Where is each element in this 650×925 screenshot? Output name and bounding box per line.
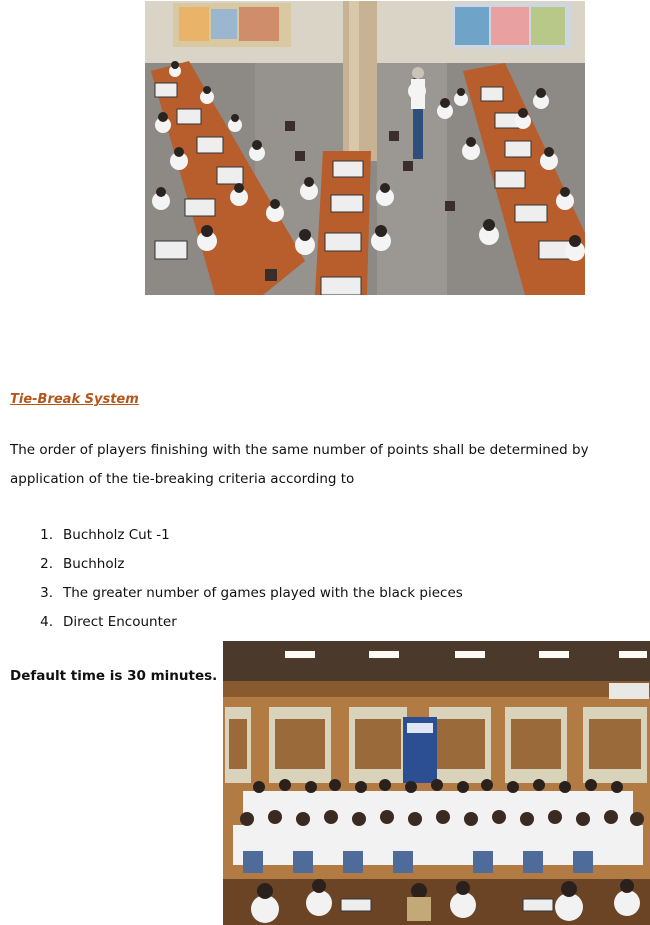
list-item [10,550,463,579]
group-photo [223,641,650,925]
list-item-text: Buchholz Cut -1 [63,527,170,543]
chess-hall-photo [145,1,585,295]
list-item-text: Direct Encounter [63,614,177,630]
list-item-text: The greater number of games played with the black pieces [63,585,463,601]
list-item-number: 1. [40,527,53,543]
list-item-number: 3. [40,585,53,601]
list-item-number: 4. [40,614,53,630]
list-item [10,608,463,637]
list-item [10,579,463,608]
list-item [10,521,463,550]
default-time-note: Default time is 30 minutes. [10,668,218,684]
list-item-number: 2. [40,556,53,572]
tie-break-intro: The order of players finishing with the same number of points shall be determined by application of the tie-breaking criteria according to [10,442,589,487]
list-item-text: Buchholz [63,556,125,572]
section-heading: Tie-Break System [10,392,139,407]
tie-break-criteria-list [10,521,463,637]
